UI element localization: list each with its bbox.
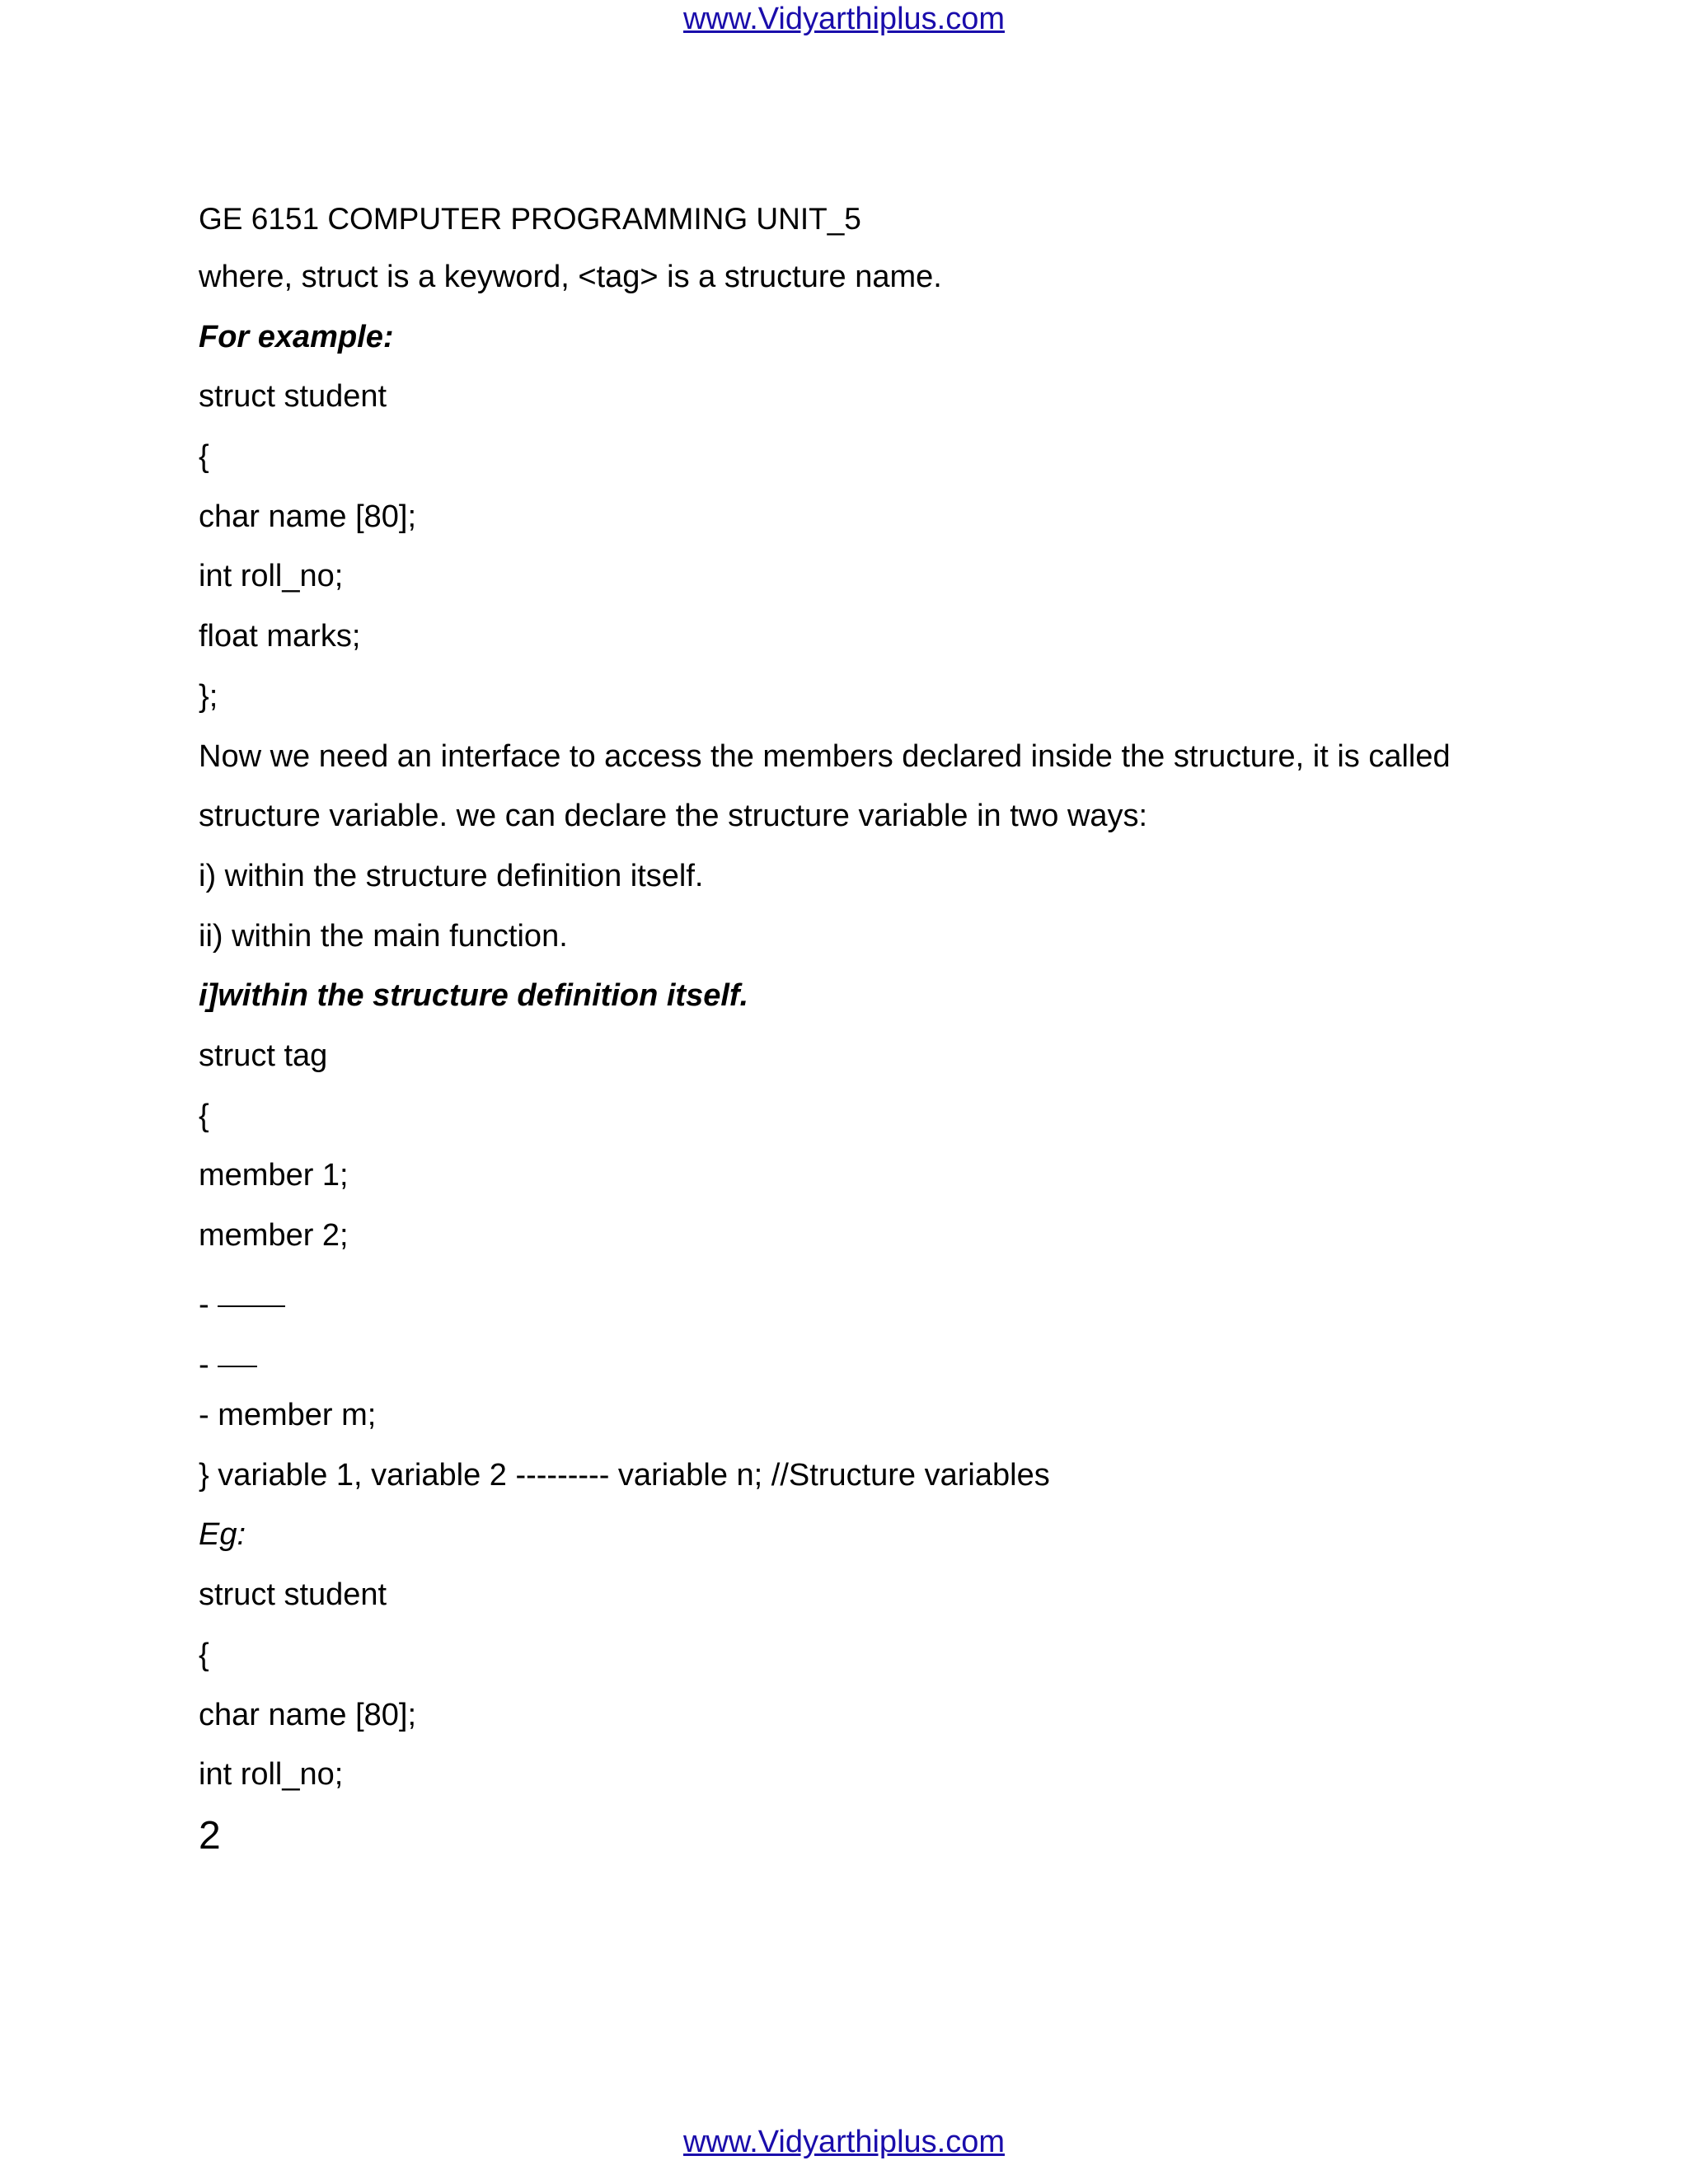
code-line: }; [199, 678, 218, 714]
code-line: float marks; [199, 619, 361, 654]
code-line: { [199, 1637, 209, 1672]
example-heading: For example: [199, 319, 394, 354]
code-line: int roll_no; [199, 1757, 344, 1793]
header-site-link[interactable]: www.Vidyarthiplus.com [682, 2, 1005, 36]
dash-prefix: - [199, 1347, 209, 1382]
eg-heading: Eg: [199, 1517, 246, 1553]
placeholder-rule [218, 1305, 285, 1307]
definition-text: where, struct is a keyword, <tag> is a structure name. [199, 260, 942, 294]
paragraph-line: Now we need an interface to access the members declared inside the structure, it is called [199, 738, 1451, 774]
code-line: - member m; [199, 1398, 377, 1433]
ellipsis-line [199, 1334, 1534, 1394]
code-line: char name [80]; [199, 499, 417, 534]
placeholder-rule [218, 1366, 257, 1367]
code-line: struct tag [199, 1038, 328, 1073]
code-line: int roll_no; [199, 559, 344, 594]
code-line: } variable 1, variable 2 --------- variable n; //Structure variables [199, 1457, 1050, 1493]
code-line: struct student [199, 379, 387, 415]
ellipsis-line [199, 1275, 1534, 1335]
list-item: ii) within the main function. [199, 918, 568, 954]
code-line: { [199, 1098, 209, 1133]
code-line: member 1; [199, 1158, 349, 1193]
page-number: 2 [199, 1814, 221, 1858]
document-body [199, 199, 1534, 1814]
paragraph-line: structure variable. we can declare the structure variable in two ways: [199, 799, 1148, 834]
footer-site-link[interactable]: www.Vidyarthiplus.com [682, 2125, 1005, 2159]
code-line: member 2; [199, 1218, 349, 1253]
list-item: i) within the structure definition itself. [199, 858, 704, 893]
dash-prefix: - [199, 1287, 209, 1323]
course-header: GE 6151 COMPUTER PROGRAMMING UNIT_5 [199, 202, 861, 236]
code-line: { [199, 439, 209, 475]
code-line: struct student [199, 1577, 387, 1613]
section-heading: i]within the structure definition itself. [199, 978, 749, 1014]
code-line: char name [80]; [199, 1697, 417, 1732]
